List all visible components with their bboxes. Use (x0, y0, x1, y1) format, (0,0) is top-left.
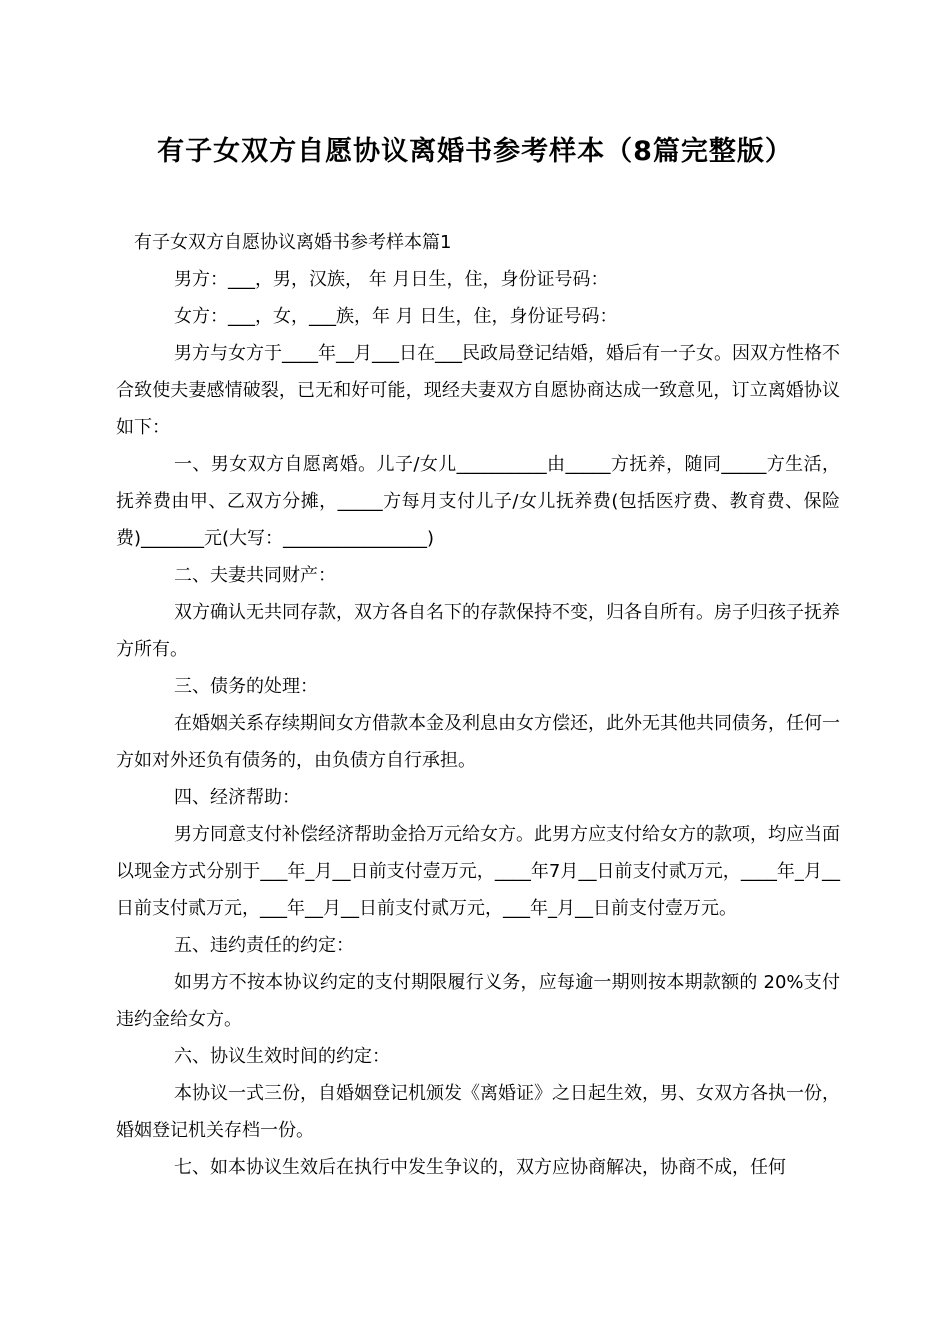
paragraph-clause-3-heading: 三、债务的处理： (174, 676, 318, 697)
document-body (116, 224, 840, 1186)
paragraph-clause-5-heading: 五、违约责任的约定： (174, 935, 354, 956)
paragraph-clause-5-body: 如男方不按本协议约定的支付期限履行义务，应每逾一期则按本期款额的 20%支付违约金给女方。 (116, 972, 840, 1030)
paragraph-clause-4-body: 男方同意支付补偿经济帮助金拾万元给女方。此男方应支付给女方的款项，均应当面以现金方式分别于___年_月__日前支付壹万元，____年7月__日前支付贰万元，____年_月__日前支付贰万元，___年__月__日前支付贰万元，___年_月__日前支付壹万元。 (116, 824, 840, 919)
paragraph-female-party: 女方：___，女，___族，年 月 日生，住，身份证号码： (174, 306, 618, 327)
paragraph-clause-4-heading: 四、经济帮助： (174, 787, 300, 808)
paragraph-clause-6-heading: 六、协议生效时间的约定： (174, 1046, 390, 1067)
section-title: 有子女双方自愿协议离婚书参考样本篇1 (134, 232, 452, 253)
paragraph-clause-6-body: 本协议一式三份，自婚姻登记机颁发《离婚证》之日起生效，男、女双方各执一份，婚姻登记机关存档一份。 (116, 1083, 840, 1141)
paragraph-preamble: 男方与女方于____年__月___日在___民政局登记结婚，婚后有一子女。因双方性格不合致使夫妻感情破裂，已无和好可能，现经夫妻双方自愿协商达成一致意见，订立离婚协议如下： (116, 343, 840, 438)
paragraph-clause-2-heading: 二、夫妻共同财产： (174, 565, 336, 586)
paragraph-clause-7-body: 七、如本协议生效后在执行中发生争议的，双方应协商解决，协商不成，任何 (174, 1157, 786, 1178)
paragraph-clause-1-custody: 一、男女双方自愿离婚。儿子/女儿__________由_____方抚养，随同_____方生活，抚养费由甲、乙双方分摊，_____方每月支付儿子/女儿抚养费(包括医疗费、教育费、保险费)_______元(大写：________________) (116, 454, 840, 549)
document-title: 有子女双方自愿协议离婚书参考样本（8篇完整版） (157, 136, 793, 167)
paragraph-clause-2-body: 双方确认无共同存款，双方各自名下的存款保持不变，归各自所有。房子归孩子抚养方所有。 (116, 602, 840, 660)
paragraph-male-party: 男方：___，男，汉族， 年 月日生，住，身份证号码： (174, 269, 609, 290)
paragraph-clause-3-body: 在婚姻关系存续期间女方借款本金及利息由女方偿还，此外无其他共同债务，任何一方如对外还负有债务的，由负债方自行承担。 (116, 713, 840, 771)
